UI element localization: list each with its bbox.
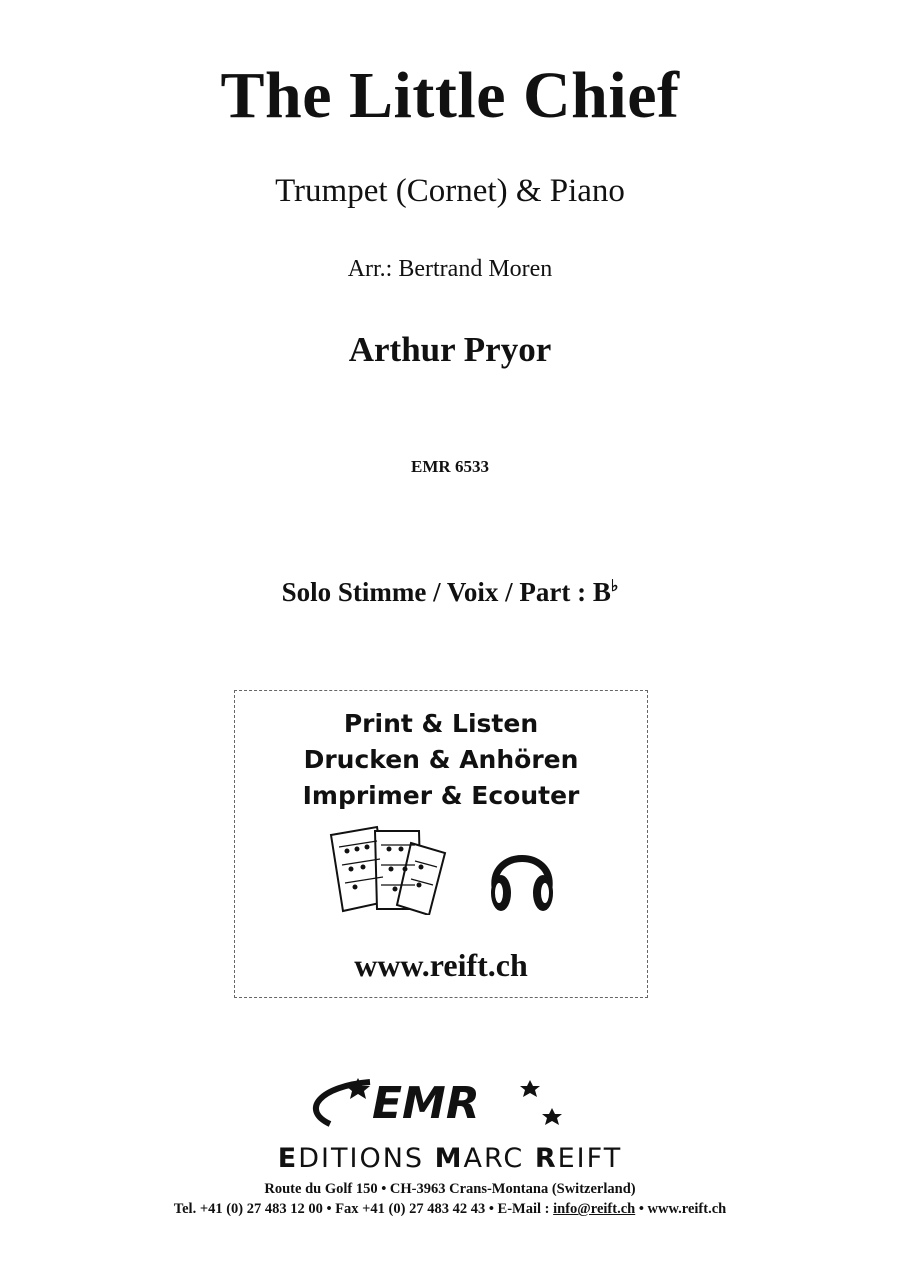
promo-line-fr: Imprimer & Ecouter [302, 781, 580, 810]
page-title: The Little Chief [220, 59, 680, 132]
promo-url[interactable]: www.reift.ch [354, 947, 528, 983]
composer: Arthur Pryor [348, 330, 552, 369]
promo-line-de: Drucken & Anhören [303, 745, 579, 774]
instrumentation: Trumpet (Cornet) & Piano [275, 173, 625, 209]
emr-logo [300, 1072, 600, 1136]
sheet-music-icon [327, 825, 457, 915]
part-text: Solo Stimme / Voix / Part : B [281, 577, 611, 607]
print-listen-box [234, 690, 648, 998]
part-label [0, 576, 900, 608]
publisher-name: EDITIONS MARC REIFT [277, 1143, 623, 1174]
flat-sign: ♭ [610, 578, 619, 595]
promo-line-en: Print & Listen [343, 709, 539, 738]
publisher-contact: Tel. +41 (0) 27 483 12 00 • Fax +41 (0) 27 483 42 43 • E-Mail : info@reift.ch • www.reift.ch [173, 1201, 727, 1217]
headphones-icon [487, 839, 557, 919]
email-link[interactable]: info@reift.ch [553, 1201, 636, 1217]
svg-text:EMR: EMR [372, 1078, 480, 1129]
publisher-address: Route du Golf 150 • CH-3963 Crans-Montana (Switzerland) [264, 1181, 636, 1197]
arranger: Arr.: Bertrand Moren [347, 256, 553, 282]
catalog-number: EMR 6533 [411, 457, 489, 476]
